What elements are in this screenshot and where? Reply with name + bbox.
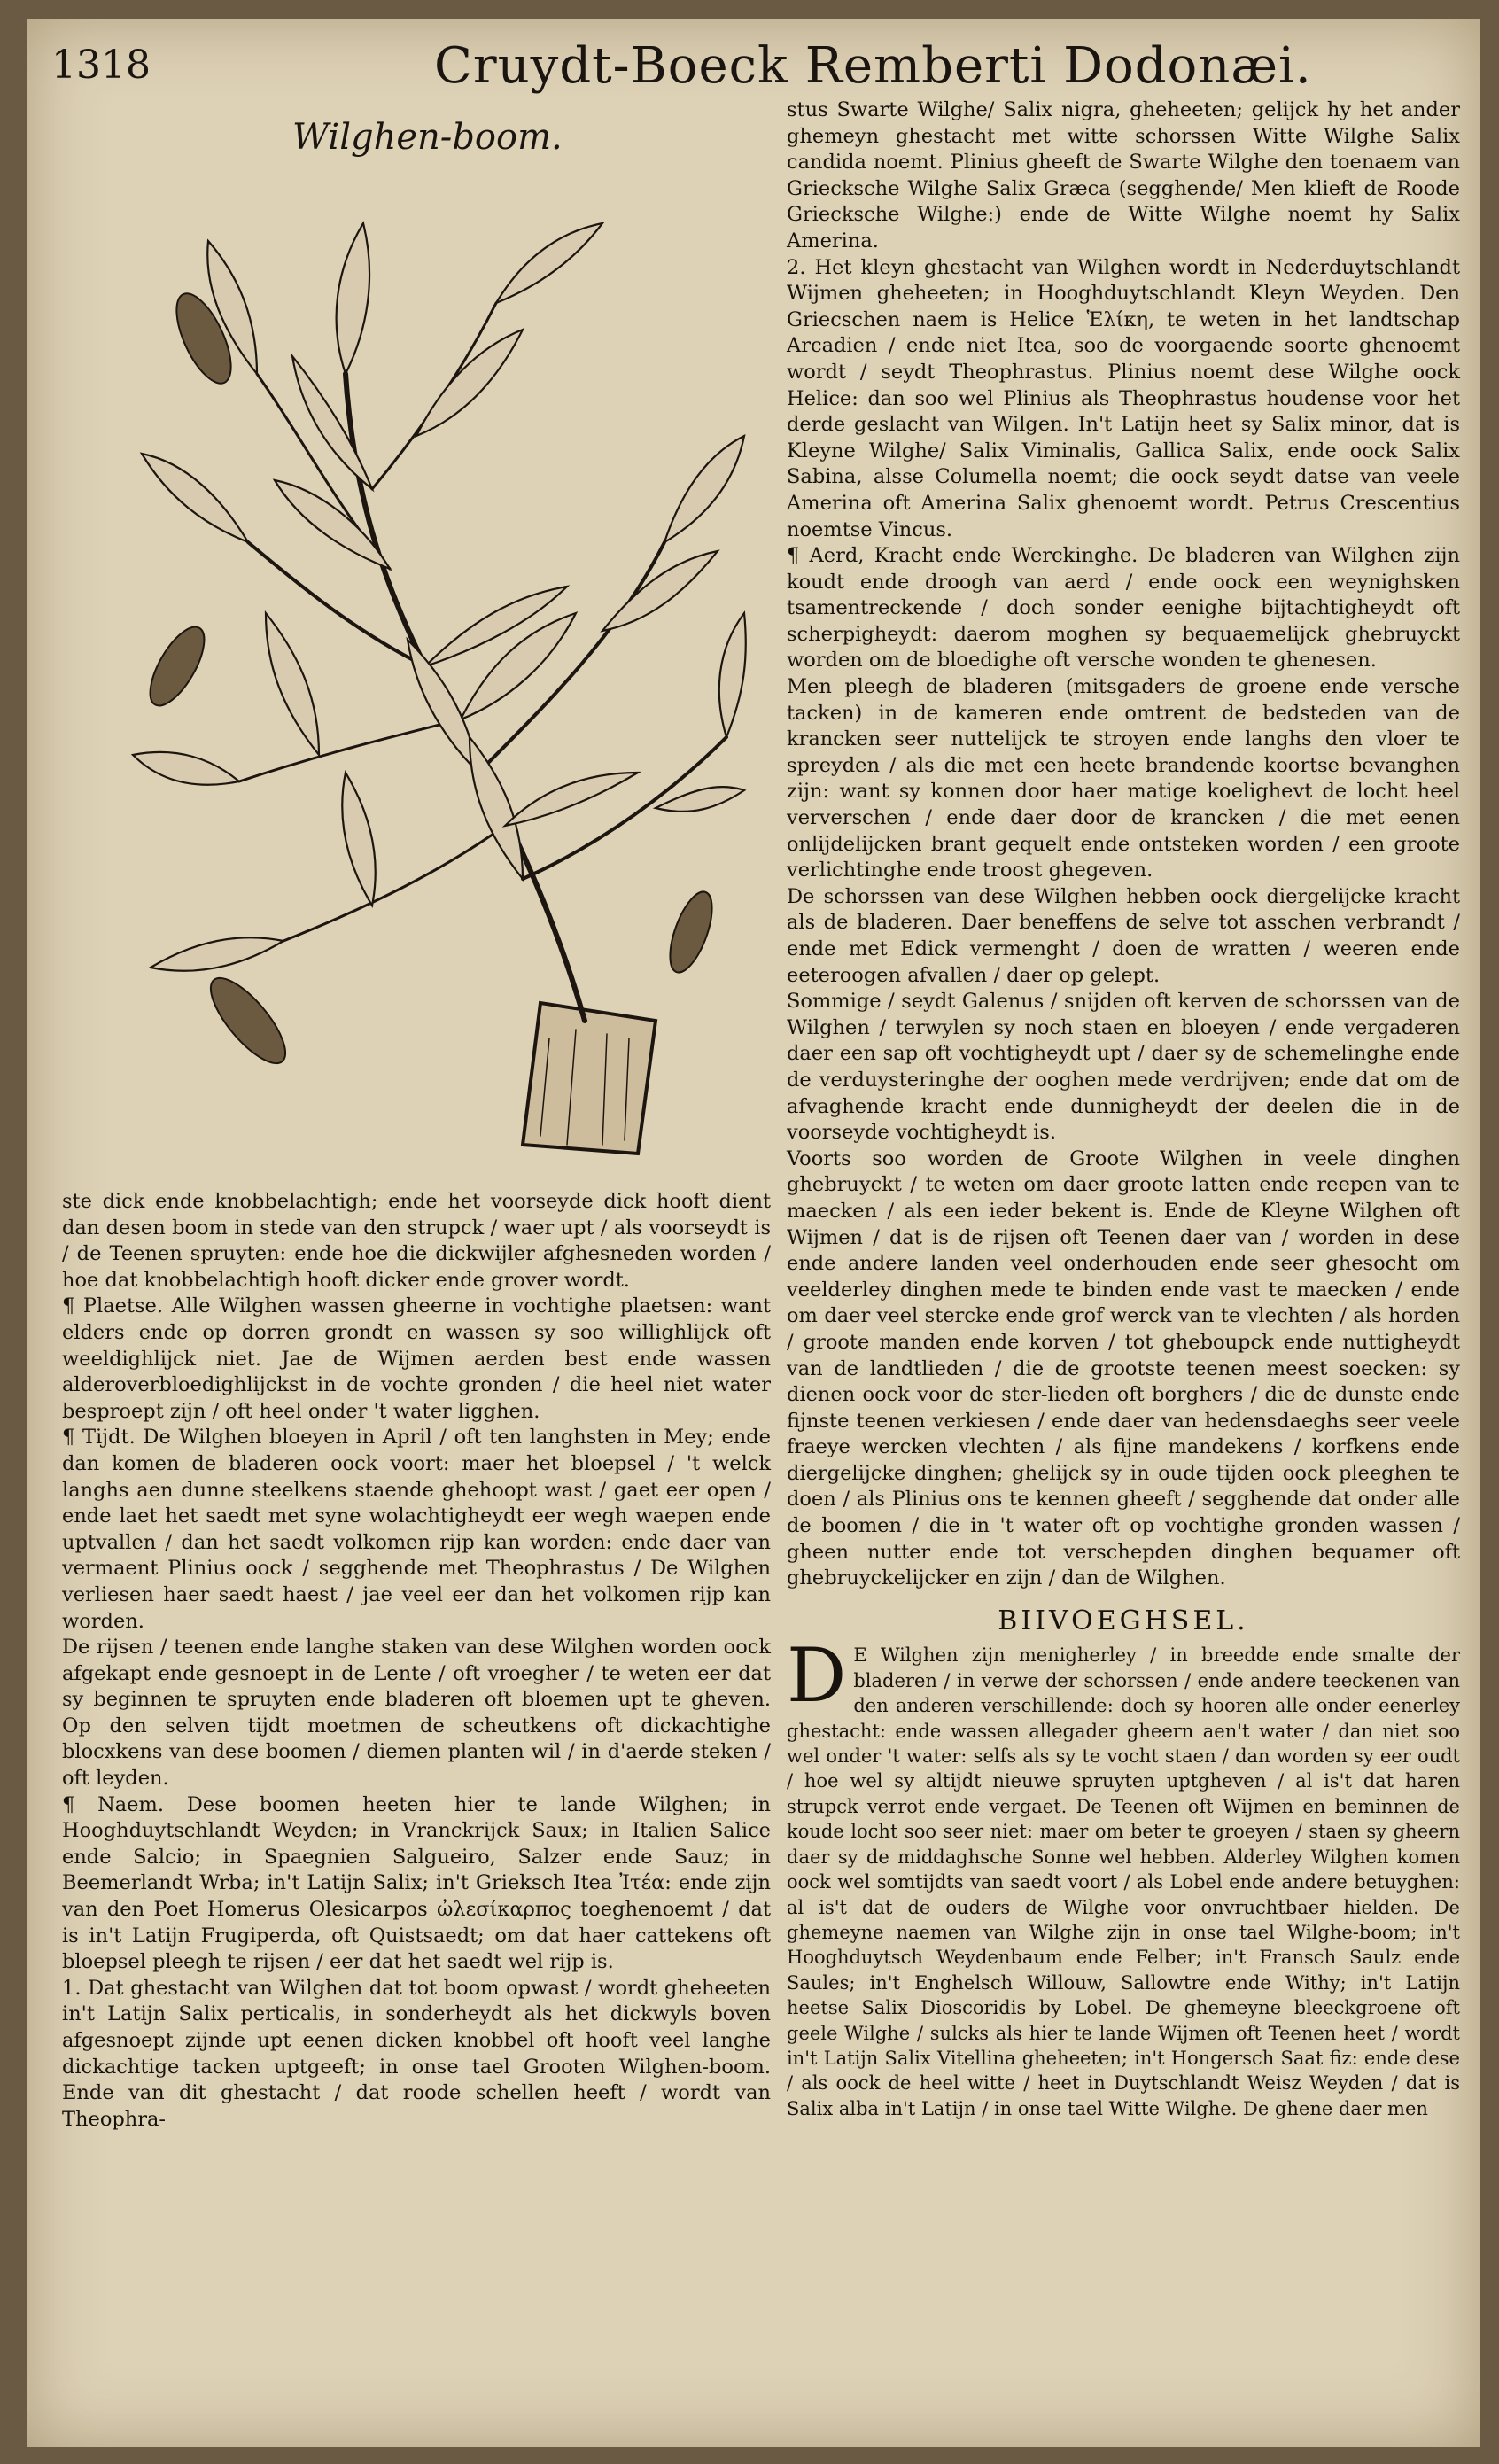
paragraph: ¶ Tijdt. De Wilghen bloeyen in April / oft ten langhsten in Mey; ende dan komen de bladeren oock voort: maer het bloepsel / 't welck langhs aen dunne steelkens staende ghehoopt wast / gaet eer open / ende laet het saedt met syne wolachtigheydt eer wegh waepen ende uptvallen / dan het saedt volkomen rijp kan worden: ende daer van vermaent Plinius oock / segghende met Theophrastus / De Wilghen verliesen haer saedt haest / jae veel eer dan het volkomen rijp kan worden.	[62, 1426, 771, 1633]
section-title: BIIVOEGHSEL.	[998, 1605, 1249, 1636]
paragraph: De schorssen van dese Wilghen hebben oock diergelijcke kracht als de bladeren. Daer beneffens de selve tot asschen verbrandt / ende met Edick vermenght / doen de wratten / weeren ende eeteroogen afvallen / daer op gelept.	[787, 884, 1460, 987]
paragraph: Voorts soo worden de Groote Wilghen in veele dinghen ghebruyckt / te weten om daer groote latten ende reepen van te maecken / als een ieder bekent is. Ende de Kleyne Wilghen oft Wijmen / dat is de rijsen oft Teenen daer van / worden in dese ende andere landen veel onderhouden ende seer ghesocht om veelderley dinghen mede te binden ende vast te maecken / ende om daer veel stercke ende grof werck van te vlechten / als horden / groote manden ende korven / tot gheboupck ende nuttigheydt van de landtlieden / die de grootste teenen meest soecken: sy dienen oock voor de ster-lieden oft borghers / die de dunste ende fijnste teenen verkiesen / ende daer van hedensdaeghs seer veele fraeye wercken vlechten / als fijne mandekens / korfkens ende diergelijcke dinghen; ghelijck sy in oude tijden oock pleeghen te doen / als Plinius ons te kennen gheeft / segghende dat onder alle de boomen / die in 't water oft op vochtighe gronden wassen / gheen nutter ende tot verschepden dinghen bequamer oft ghebruyckelijcker en zijn / dan de Wilghen.	[787, 1146, 1460, 1590]
paragraph: 2. Het kleyn ghestacht van Wilghen wordt in Nederduytschlandt Wijmen gheheeten; in Hooghduytschlandt Kleyn Weyden. Den Griecschen naem is Helice Ἑλίκη, te weten in het landtschap Arcadien / ende niet Itea, soo de voorgaende soorte ghenoemt wordt / seydt Theophrastus. Plinius noemt dese Wilghe oock Helice: dan soo wel Plinius als Theophrastus houdense voor het derde geslacht van Wilgen. In't Latijn heet sy Salix minor, dat is Kleyne Wilghe/ Salix Viminalis, Gallica Salix, ende oock Salix Sabina, alsse Columella noemt; die oock seydt datse van veele Amerina oft Amerina Salix ghenoemt wordt. Petrus Crescentius noemtse Vincus.	[787, 255, 1460, 541]
addendum-body: E Wilghen zijn menigherley / in breedde ende smalte der bladeren / in verwe der schorssen / ende andere teeckenen van den anderen verschillende: doch sy hooren alle onder eenerley ghestacht: ende wassen allegader gheern aen't water / dan niet soo wel onder 't water: selfs als sy te vocht staen / dan worden sy eer oudt / hoe wel sy altijdt nieuwe spruyten uptgheven / al is't dat haren strupck verrot ende vergaet. De Teenen oft Wijmen en beminnen de koude locht soo seer niet: maer om beter te groeyen / staen sy gheern daer sy de middaghsche Sonne wel hebben. Alderley Wilghen komen oock wel somtijdts van saedt voort / als Lobel ende andere betuyghen: al is't dat de ouders de Wilghe voor onvruchtbaer hielden. De ghemeyne naemen van Wilghe zijn in onse tael Wilghe-boom; in't Hooghduytsch Weydenbaum ende Felber; in't Fransch Saulz ende Saules; in't Enghelsch Willouw, Sallowtre ende Withy; in't Latijn heetse Salix Dioscoridis by Lobel. De ghemeyne bleeckgroene oft geele Wilghe / sulcks als hier te lande Wijmen oft Teenen heet / wordt in't Latijn Salix Vitellina gheheeten; in't Hongersch Saat fiz: ende dese / als oock de heel witte / heet in Duytschlandt Weisz Weyden / dat is Salix alba in't Latijn / in onse tael Witte Wilghe. De ghene daer men	[787, 1644, 1460, 2119]
paragraph: 1. Dat ghestacht van Wilghen dat tot boom opwast / wordt gheheeten in't Latijn Salix perticalis, in sonderheydt als het dickwyls boven afgesnoept zijnde upt eenen dicken knobbel oft hooft veel langhe dickachtige tacken uptgeeft; in onse tael Grooten Wilghen-boom. Ende van dit ghestacht / dat roode schellen heeft / wordt van Theophra-	[62, 1976, 771, 2131]
paragraph: ¶ Plaetse. Alle Wilghen wassen gheerne in vochtighe plaetsen: want elders ende op dorren grondt en wassen sy soo willighlijck oft weeldighlijck niet. Jae de Wijmen aerden best ende wassen alderoverbloedighlijckst in de vochte gronden / die heel niet water besproept zijn / oft heel onder 't water ligghen.	[62, 1294, 771, 1423]
left-column	[62, 1189, 771, 2133]
addendum-text	[787, 1632, 1460, 2121]
drop-cap: D	[787, 1632, 847, 1720]
paragraph: De rijsen / teenen ende langhe staken van dese Wilghen worden oock afgekapt ende gesnoept in de Lente / oft vroegher / te weten eer dat sy beginnen te spruyten ende bladeren oft bloemen upt te gheven. Op den selven tijdt moetmen de scheutkens oft dickachtighe blocxkens van dese boomen / diemen planten wil / in d'aerde steken / oft leyden.	[62, 1636, 771, 1791]
right-column	[787, 97, 1460, 2121]
illustration-label: Wilghen-boom.	[292, 117, 563, 158]
running-head: Cruydt-Boeck Remberti Dodonæi.	[434, 37, 1312, 95]
paragraph: stus Swarte Wilghe/ Salix nigra, gheheeten; gelijck hy het ander ghemeyn ghestacht met witte schorssen Witte Wilghe Salix candida noemt. Plinius gheeft de Swarte Wilghe den toenaem van Griecksche Wilghe Salix Græca (segghende/ Men klieft de Roode Griecksche Wilghe:) ende de Witte Wilghe noemt hy Salix Amerina.	[787, 98, 1460, 253]
willow-branch-woodcut-icon	[124, 170, 753, 1180]
book-page	[27, 19, 1480, 2447]
paragraph: ¶ Naem. Dese boomen heeten hier te lande Wilghen; in Hooghduytschlandt Weyden; in Vranckrijck Saux; in Italien Salice ende Salcio; in Spaegnien Salgueiro, Salzer ende Sauz; in Beemerlandt Wrba; in't Latijn Salix; in't Grieksch Itea Ἰτέα: ende zijn van den Poet Homerus Olesicarpos ὠλεσίκαρπος toeghenoemt / dat is in't Latijn Frugiperda, oft Quistsaedt; om dat haer cattekens oft bloepsel pleegh te rijsen / eer dat het saedt wel rijp is.	[62, 1792, 771, 1974]
paragraph: Men pleegh de bladeren (mitsgaders de groene ende versche tacken) in de kameren ende omtrent de bedsteden van de krancken seer nuttelijck te stroyen ende langhs den vloer te spreyden / als die met een heete brandende koortse bevanghen zijn: want sy konnen door haer matige koelighevt de locht heel ververschen / ende daer door de krancken / die met eenen onlijdelijcken brant gequelt ende ontsteken worden / een groote verlichtinghe ende troost ghegeven.	[787, 675, 1460, 882]
paragraph: ste dick ende knobbelachtigh; ende het voorseyde dick hooft dient dan desen boom in stede van den strupck / waer upt / als voorseydt is / de Teenen spruyten: ende hoe die dickwijler afghesneden worden / hoe dat knobbelachtigh hooft dicker ende grover wordt.	[62, 1190, 771, 1292]
paragraph: Sommige / seydt Galenus / snijden oft kerven de schorssen van de Wilghen / terwylen sy noch staen en bloeyen / ende vergaderen daer een sap oft vochtigheydt upt / daer sy de schemelinghe ende de verduysteringhe der ooghen mede verdrijven; ende dat om de afvaghende kracht ende dunnigheydt der deelen die in de voorseyde vochtigheydt is.	[787, 990, 1460, 1145]
page-number: 1318	[51, 43, 151, 88]
paragraph: ¶ Aerd, Kracht ende Werckinghe. De bladeren van Wilghen zijn koudt ende droogh van aerd / ende oock een weynighsken tsamentreckende / doch sonder eenighe bijtachtigheydt oft scherpigheydt: daerom moghen sy bequaemelijck ghebruyckt worden om de bloedighe oft versche wonden te ghenesen.	[787, 544, 1460, 672]
